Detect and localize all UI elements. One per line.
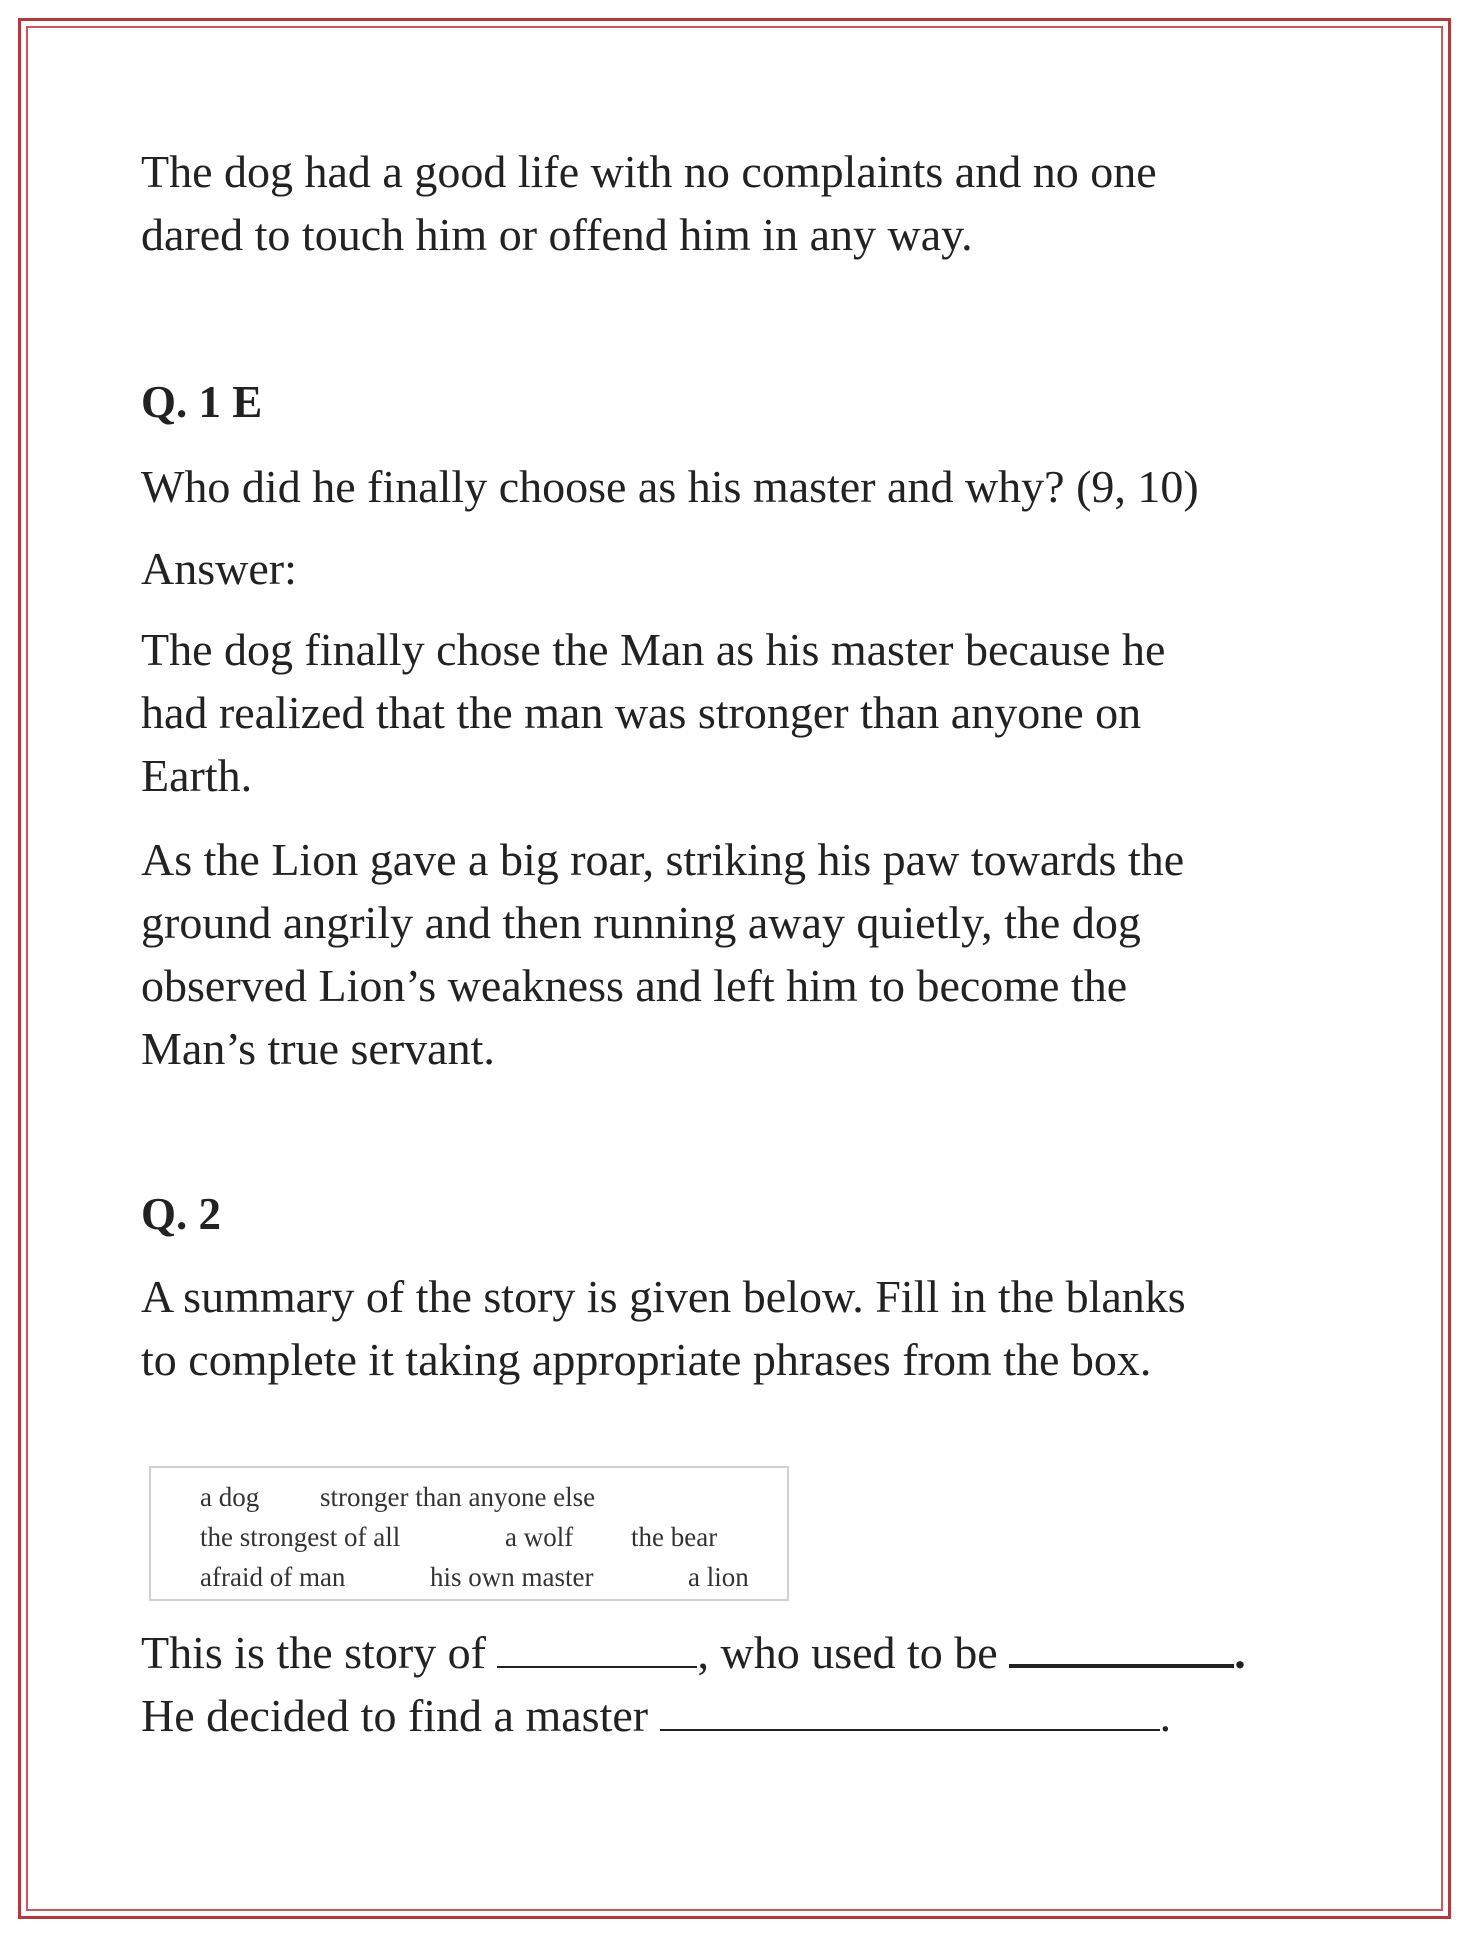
- blank-2-input[interactable]: [1009, 1620, 1234, 1668]
- summary-period: .: [1234, 1627, 1246, 1678]
- summary-text: He decided to find a master: [141, 1690, 649, 1741]
- answer-p2-line-3: observed Lion’s weakness and left him to become the: [141, 960, 1128, 1011]
- blank-3-input[interactable]: [660, 1685, 1160, 1731]
- word-option: the strongest of all: [200, 1522, 401, 1552]
- answer-p2-line-4: Man’s true servant.: [141, 1023, 495, 1074]
- summary-text: This is the story of: [141, 1627, 486, 1678]
- q1e-heading: Q. 1 E: [141, 377, 263, 427]
- answer-p2-line-1: As the Lion gave a big roar, striking his paw towards the: [141, 834, 1185, 885]
- word-option: a lion: [688, 1562, 749, 1592]
- q1e-section: [141, 372, 262, 432]
- word-option: a dog: [200, 1482, 260, 1512]
- q2-instruction-line-1: A summary of the story is given below. Fill in the blanks: [141, 1271, 1186, 1322]
- word-option: stronger than anyone else: [320, 1482, 596, 1512]
- summary-line-1: [141, 1620, 1341, 1684]
- answer-p1-line-1: The dog finally chose the Man as his master because he: [141, 624, 1166, 675]
- answer-p1-line-3: Earth.: [141, 750, 253, 801]
- answer-paragraph-2: [141, 828, 1184, 1080]
- intro-line-1: The dog had a good life with no complaints and no one: [141, 146, 1157, 197]
- q2-instruction: [141, 1265, 1186, 1391]
- q2-instruction-line-2: to complete it taking appropriate phrases from the box.: [141, 1334, 1152, 1385]
- intro-paragraph: [141, 140, 1157, 266]
- summary-line-2: [141, 1684, 1341, 1747]
- answer-p2-line-2: ground angrily and then running away quietly, the dog: [141, 897, 1141, 948]
- q2-section: [141, 1184, 221, 1244]
- answer-label: Answer:: [141, 543, 297, 594]
- word-option: afraid of man: [200, 1562, 346, 1592]
- word-box: [149, 1466, 789, 1601]
- summary-period: .: [1159, 1690, 1172, 1741]
- summary: [141, 1620, 1341, 1747]
- word-option: the bear: [631, 1522, 718, 1552]
- q2-heading: Q. 2: [141, 1189, 222, 1239]
- intro-line-2: dared to touch him or offend him in any way.: [141, 209, 973, 260]
- summary-text: , who used to be: [697, 1627, 998, 1678]
- blank-1-input[interactable]: [497, 1622, 697, 1668]
- word-option: a wolf: [505, 1522, 574, 1552]
- answer-paragraph-1: [141, 618, 1165, 807]
- word-option: his own master: [430, 1562, 594, 1592]
- answer-p1-line-2: had realized that the man was stronger than anyone on: [141, 687, 1142, 738]
- q1e-question: Who did he finally choose as his master and why? (9, 10): [141, 461, 1199, 512]
